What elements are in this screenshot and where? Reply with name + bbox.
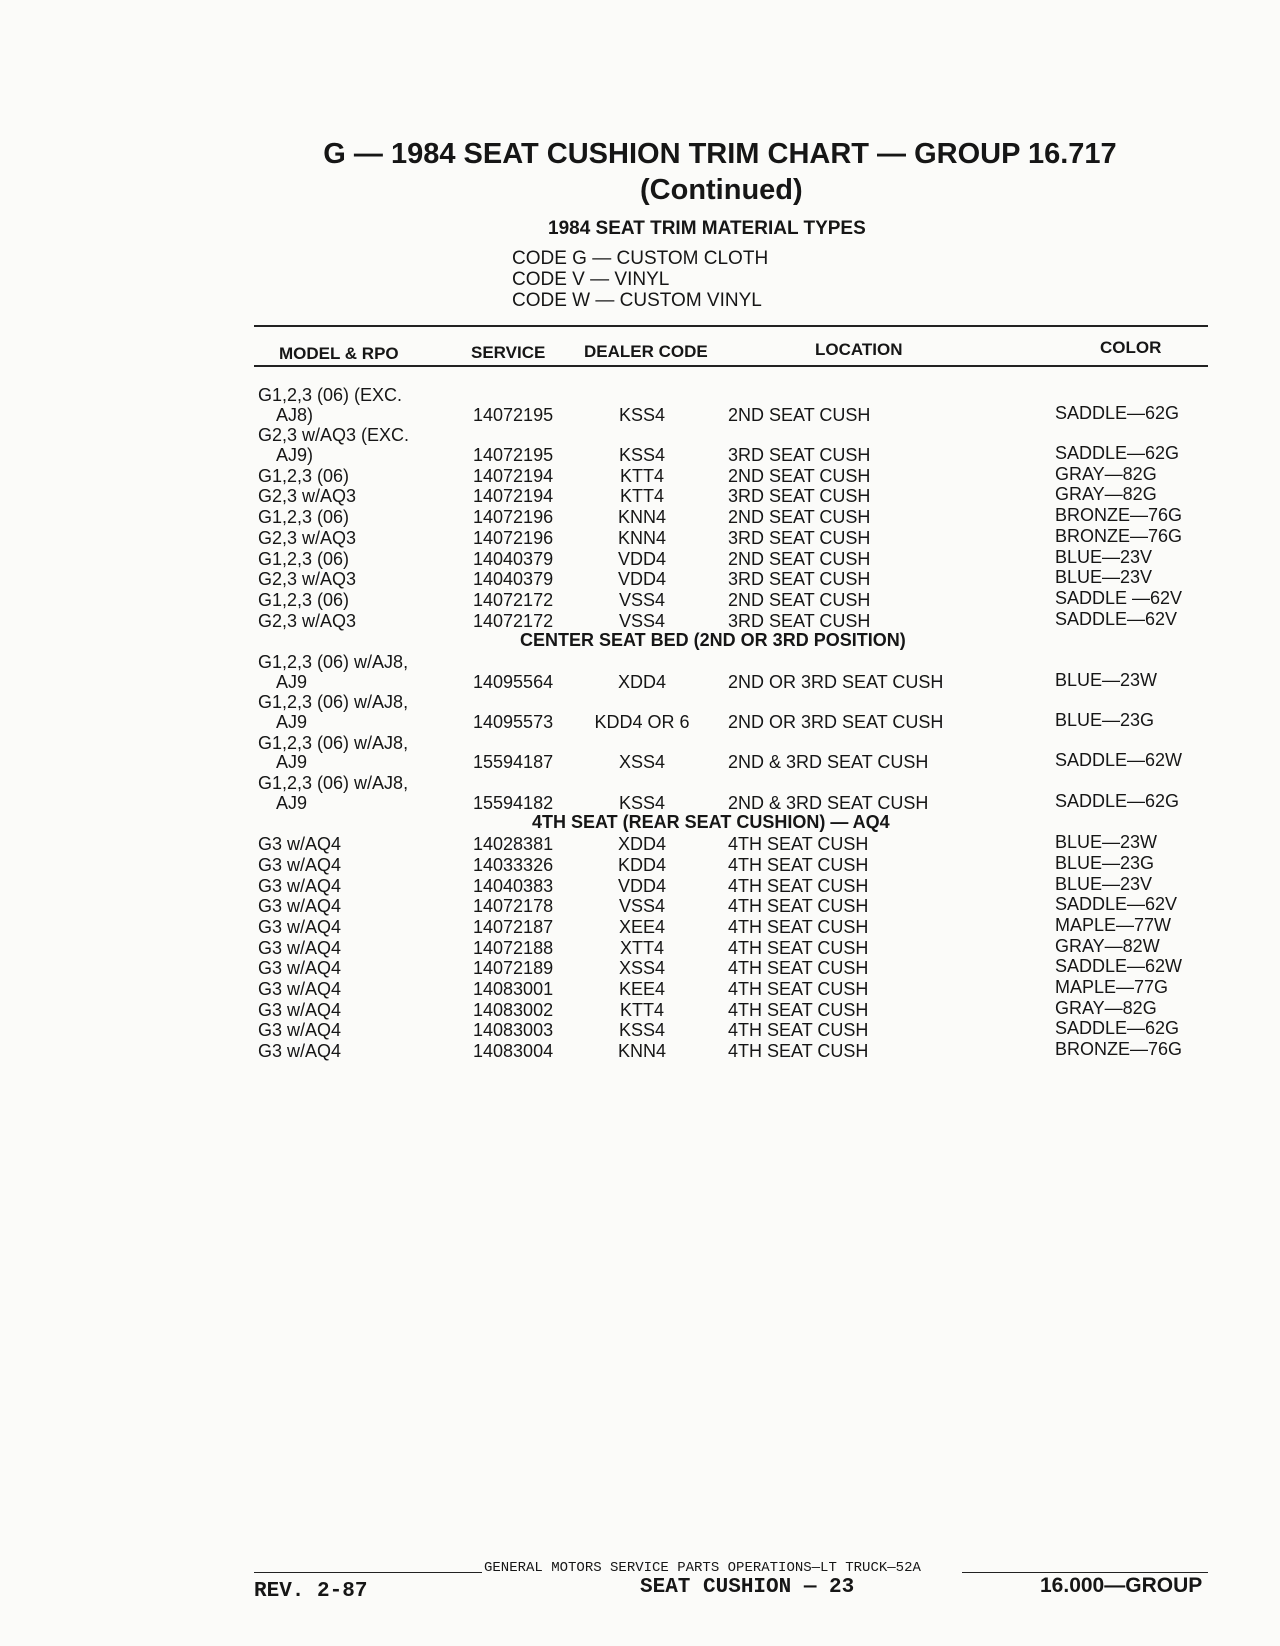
material-code-w: CODE W — CUSTOM VINYL (512, 290, 762, 311)
model-rpo-cell: G1,2,3 (06) (258, 589, 350, 610)
header-top-rule (254, 325, 1208, 327)
dealer-code-cell: VSS4 (618, 610, 666, 631)
service-part-cell: 14072195 (473, 445, 554, 466)
model-rpo-cell: G1,2,3 (06) (258, 507, 350, 528)
location-cell: 2ND SEAT CUSH (728, 548, 871, 569)
dealer-code-cell: VDD4 (617, 548, 666, 569)
location-cell: 4TH SEAT CUSH (728, 937, 869, 958)
model-rpo-cell-cont: AJ9 (276, 671, 308, 692)
model-rpo-cell: G3 w/AQ4 (258, 937, 342, 958)
col-header-color: COLOR (1100, 338, 1162, 357)
dealer-code-cell: KNN4 (617, 1041, 666, 1062)
model-rpo-cell-cont: AJ9 (276, 792, 308, 813)
color-cell: MAPLE—77G (1055, 977, 1169, 998)
dealer-code-cell: XSS4 (618, 958, 666, 979)
model-rpo-cell: G3 w/AQ4 (258, 1041, 342, 1062)
location-cell: 4TH SEAT CUSH (728, 834, 869, 855)
service-part-cell: 14083004 (473, 1041, 554, 1062)
model-rpo-cell: G3 w/AQ4 (258, 875, 342, 896)
service-part-cell: 14072194 (473, 486, 554, 507)
dealer-code-cell: KTT4 (619, 486, 664, 507)
header-bottom-rule (254, 365, 1208, 367)
model-rpo-cell: G2,3 w/AQ3 (258, 486, 357, 507)
section-heading: CENTER SEAT BED (2ND OR 3RD POSITION) (520, 630, 906, 651)
dealer-code-cell: KEE4 (618, 979, 666, 1000)
color-cell: SADDLE—62G (1055, 443, 1180, 464)
dealer-code-cell: VSS4 (618, 896, 666, 917)
model-rpo-cell: G3 w/AQ4 (258, 999, 342, 1020)
location-cell: 4TH SEAT CUSH (728, 999, 869, 1020)
service-part-cell: 14033326 (473, 854, 554, 875)
dealer-code-cell: KDD4 OR 6 (594, 712, 690, 733)
location-cell: 3RD SEAT CUSH (728, 527, 871, 548)
service-part-cell: 14083001 (473, 979, 554, 1000)
color-cell: SADDLE—62W (1055, 750, 1183, 771)
color-cell: SADDLE—62G (1055, 402, 1180, 423)
col-header-location: LOCATION (815, 340, 903, 359)
color-cell: BRONZE—76G (1055, 505, 1183, 526)
model-rpo-cell-cont: AJ8) (276, 404, 314, 425)
model-rpo-cell-cont: AJ9 (276, 712, 308, 733)
color-cell: BRONZE—76G (1055, 525, 1183, 546)
location-cell: 3RD SEAT CUSH (728, 486, 871, 507)
location-cell: 4TH SEAT CUSH (728, 958, 869, 979)
model-rpo-cell: G2,3 w/AQ3 (258, 610, 357, 631)
color-cell: SADDLE—62G (1055, 1018, 1180, 1039)
dealer-code-cell: VDD4 (617, 875, 666, 896)
color-cell: GRAY—82G (1055, 997, 1157, 1018)
model-rpo-cell: G1,2,3 (06) w/AJ8, (258, 773, 409, 794)
model-rpo-cell: G1,2,3 (06) w/AJ8, (258, 652, 409, 673)
service-part-cell: 14095573 (473, 712, 554, 733)
model-rpo-cell: G1,2,3 (06) w/AJ8, (258, 692, 409, 713)
section-heading: 4TH SEAT (REAR SEAT CUSHION) — AQ4 (532, 812, 890, 833)
dealer-code-cell: KNN4 (617, 527, 666, 548)
location-cell: 2ND SEAT CUSH (728, 507, 871, 528)
color-cell: SADDLE—62V (1055, 608, 1178, 629)
dealer-code-cell: XDD4 (617, 834, 666, 855)
service-part-cell: 14072172 (473, 610, 554, 631)
service-part-cell: 14072172 (473, 589, 554, 610)
material-code-g: CODE G — CUSTOM CLOTH (512, 248, 769, 269)
model-rpo-cell: G3 w/AQ4 (258, 896, 342, 917)
location-cell: 3RD SEAT CUSH (728, 569, 871, 590)
service-part-cell: 14072195 (473, 404, 554, 425)
model-rpo-cell: G3 w/AQ4 (258, 834, 342, 855)
model-rpo-cell: G3 w/AQ4 (258, 854, 342, 875)
dealer-code-cell: KTT4 (619, 465, 664, 486)
footer-group: 16.000—GROUP (1040, 1574, 1203, 1597)
color-cell: BLUE—23V (1055, 546, 1153, 567)
model-rpo-cell: G1,2,3 (06) (258, 465, 350, 486)
color-cell: MAPLE—77W (1055, 914, 1172, 935)
model-rpo-cell: G1,2,3 (06) (EXC. (258, 385, 403, 405)
footer-rule-left (254, 1572, 482, 1573)
location-cell: 4TH SEAT CUSH (728, 1020, 869, 1041)
location-cell: 2ND SEAT CUSH (728, 589, 871, 610)
location-cell: 4TH SEAT CUSH (728, 875, 869, 896)
model-rpo-cell: G3 w/AQ4 (258, 1020, 342, 1041)
footer-revision: REV. 2-87 (254, 1580, 368, 1603)
color-cell: BLUE—23V (1055, 567, 1153, 588)
service-part-cell: 14028381 (473, 834, 554, 855)
model-rpo-cell: G1,2,3 (06) w/AJ8, (258, 732, 409, 753)
service-part-cell: 14083003 (473, 1020, 554, 1041)
location-cell: 4TH SEAT CUSH (728, 896, 869, 917)
color-cell: BLUE—23W (1055, 669, 1158, 690)
location-cell: 4TH SEAT CUSH (728, 979, 869, 1000)
color-cell: BLUE—23W (1055, 832, 1158, 853)
service-part-cell: 14083002 (473, 999, 554, 1020)
dealer-code-cell: KDD4 (617, 854, 666, 875)
service-part-cell: 14072178 (473, 896, 554, 917)
dealer-code-cell: KNN4 (617, 507, 666, 528)
color-cell: BLUE—23G (1055, 710, 1155, 731)
color-cell: BLUE—23V (1055, 873, 1153, 894)
service-part-cell: 14040379 (473, 548, 554, 569)
location-cell: 2ND OR 3RD SEAT CUSH (728, 712, 944, 733)
service-part-cell: 14072189 (473, 958, 554, 979)
location-cell: 4TH SEAT CUSH (728, 854, 869, 875)
service-part-cell: 14072188 (473, 937, 554, 958)
location-cell: 3RD SEAT CUSH (728, 610, 871, 631)
service-part-cell: 14072196 (473, 507, 554, 528)
dealer-code-cell: XDD4 (617, 671, 666, 692)
dealer-code-cell: KSS4 (618, 1020, 666, 1041)
footer-section: SEAT CUSHION — 23 (640, 1576, 855, 1599)
dealer-code-cell: XEE4 (618, 916, 666, 937)
service-part-cell: 15594182 (473, 792, 554, 813)
service-part-cell: 14072194 (473, 465, 554, 486)
location-cell: 2ND & 3RD SEAT CUSH (728, 792, 929, 813)
service-part-cell: 14040383 (473, 875, 554, 896)
color-cell: SADDLE—62G (1055, 790, 1180, 811)
color-cell: BRONZE—76G (1055, 1039, 1183, 1060)
model-rpo-cell: G3 w/AQ4 (258, 958, 342, 979)
location-cell: 3RD SEAT CUSH (728, 445, 871, 466)
color-cell: GRAY—82W (1055, 935, 1160, 956)
footer-rule-right (962, 1572, 1208, 1573)
material-code-v: CODE V — VINYL (512, 269, 670, 290)
model-rpo-cell-cont: AJ9) (276, 445, 314, 466)
page-title: G — 1984 SEAT CUSHION TRIM CHART — GROUP 16.717 (323, 138, 1117, 170)
dealer-code-cell: KSS4 (618, 792, 666, 813)
footer-org-line: GENERAL MOTORS SERVICE PARTS OPERATIONS—LT TRUCK—52A (484, 1560, 921, 1576)
service-part-cell: 14072187 (473, 916, 554, 937)
dealer-code-cell: VSS4 (618, 589, 666, 610)
color-cell: GRAY—82G (1055, 463, 1157, 484)
model-rpo-cell-cont: AJ9 (276, 752, 308, 773)
dealer-code-cell: XSS4 (618, 752, 666, 773)
location-cell: 4TH SEAT CUSH (728, 1041, 869, 1062)
color-cell: SADDLE—62V (1055, 894, 1178, 915)
color-cell: GRAY—82G (1055, 484, 1157, 505)
col-header-service: SERVICE (471, 343, 546, 362)
location-cell: 2ND SEAT CUSH (728, 404, 871, 425)
location-cell: 2ND & 3RD SEAT CUSH (728, 752, 929, 773)
model-rpo-cell: G2,3 w/AQ3 (EXC. (258, 425, 410, 446)
col-header-model: MODEL & RPO (279, 344, 399, 363)
dealer-code-cell: VDD4 (617, 569, 666, 590)
model-rpo-cell: G3 w/AQ4 (258, 979, 342, 1000)
dealer-code-cell: XTT4 (619, 937, 664, 958)
page-subtitle: (Continued) (640, 174, 803, 206)
model-rpo-cell: G2,3 w/AQ3 (258, 569, 357, 590)
service-part-cell: 14040379 (473, 569, 554, 590)
model-rpo-cell: G3 w/AQ4 (258, 916, 342, 937)
model-rpo-cell: G2,3 w/AQ3 (258, 527, 357, 548)
service-part-cell: 14095564 (473, 671, 554, 692)
service-part-cell: 14072196 (473, 527, 554, 548)
location-cell: 4TH SEAT CUSH (728, 916, 869, 937)
dealer-code-cell: KTT4 (619, 999, 664, 1020)
color-cell: SADDLE —62V (1055, 587, 1183, 608)
material-types-heading: 1984 SEAT TRIM MATERIAL TYPES (548, 218, 866, 239)
color-cell: SADDLE—62W (1055, 956, 1183, 977)
location-cell: 2ND SEAT CUSH (728, 465, 871, 486)
dealer-code-cell: KSS4 (618, 445, 666, 466)
color-cell: BLUE—23G (1055, 852, 1155, 873)
col-header-dealer: DEALER CODE (584, 342, 708, 361)
dealer-code-cell: KSS4 (618, 404, 666, 425)
model-rpo-cell: G1,2,3 (06) (258, 548, 350, 569)
location-cell: 2ND OR 3RD SEAT CUSH (728, 671, 944, 692)
service-part-cell: 15594187 (473, 752, 554, 773)
